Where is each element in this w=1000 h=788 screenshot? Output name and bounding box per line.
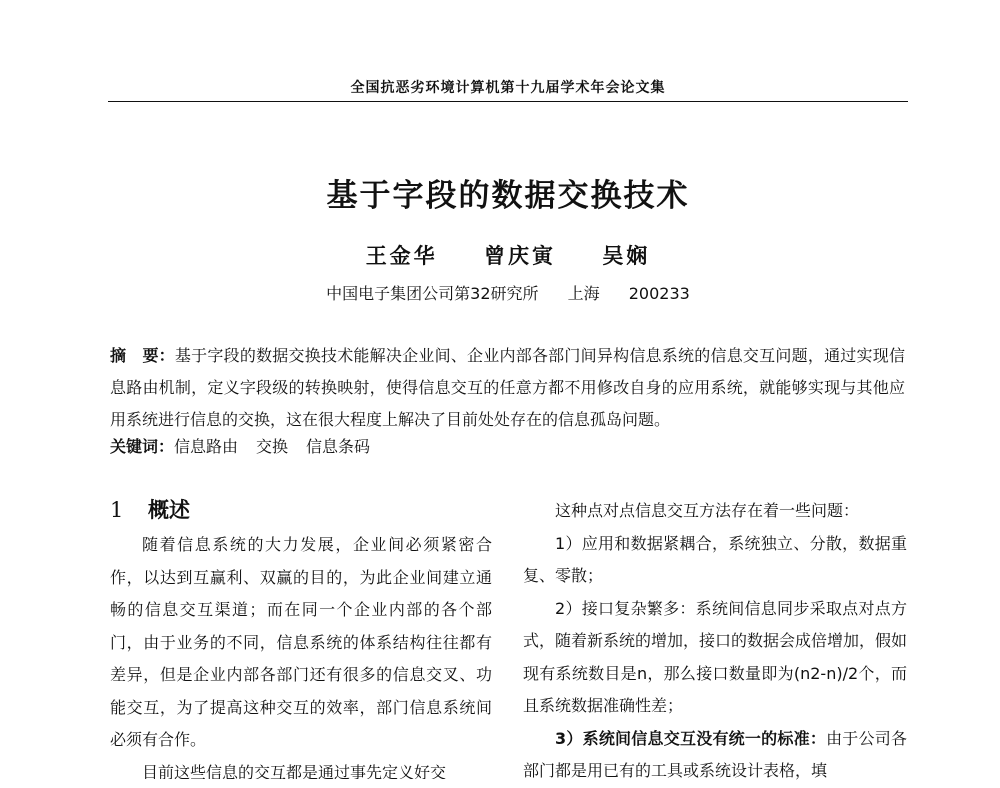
abstract-text: 基于字段的数据交换技术能解决企业间、企业内部各部门间异构信息系统的信息交互问题，通过实现信息路由机制，定义字段级的转换映射，使得信息交互的任意方都不用修改自身的应用系统，就能够实现与其他应用系统进行信息的交换，这在很大程度上解决了目前处处存在的信息孤岛问题。 <box>110 346 905 429</box>
affiliation-postcode: 200233 <box>628 284 690 303</box>
running-header: 全国抗恶劣环境计算机第十九届学术年会论文集 <box>350 80 666 96</box>
section-heading <box>110 495 492 525</box>
abstract <box>110 340 905 436</box>
issue-label: 3）系统间信息交互没有统一的标准： <box>555 728 827 748</box>
keyword: 信息条码 <box>306 437 371 456</box>
issue-text: 由于公司各部门都是用已有的工具或系统设计表格，填 <box>523 728 907 780</box>
affiliation-org: 中国电子集团公司第32研究所 <box>326 284 539 303</box>
section-title: 概述 <box>148 497 190 522</box>
list-item <box>523 723 907 788</box>
author-list <box>108 240 908 270</box>
affiliation <box>108 281 908 304</box>
list-item: 2）接口复杂繁多：系统间信息同步采取点对点方式，随着新系统的增加，接口的数据会成倍增加，假如现有系统数目是n，那么接口数量即为(n2-n)/2个，而且系统数据准确性差； <box>523 598 908 715</box>
abstract-label: 摘 要： <box>110 346 175 365</box>
keyword: 信息路由 <box>174 437 239 456</box>
author: 曾庆寅 <box>484 243 556 268</box>
paragraph: 随着信息系统的大力发展，企业间必须紧密合作，以达到互赢利、双赢的目的，为此企业间建立通畅的信息交互渠道；而在同一个企业内部的各个部门，由于业务的不同，信息系统的体系结构往往都有差异，但是企业内部各部门还有很多的信息交叉、功能交互，为了提高这种交互的效率，部门信息系统间必须有合作。 <box>110 535 492 749</box>
section-number: 1 <box>110 498 124 522</box>
author: 吴娴 <box>602 243 651 268</box>
paragraph: 这种点对点信息交互方法存在着一些问题： <box>555 501 860 520</box>
keywords <box>110 433 905 461</box>
right-column <box>523 495 907 788</box>
paper-title: 基于字段的数据交换技术 <box>326 178 690 214</box>
keywords-label: 关键词： <box>110 437 175 456</box>
author: 王金华 <box>365 243 438 268</box>
list-item: 1）应用和数据紧耦合，系统独立、分散，数据重复、零散； <box>523 533 907 585</box>
keyword: 交换 <box>256 437 289 456</box>
affiliation-city: 上海 <box>567 284 600 303</box>
left-column <box>110 495 492 779</box>
header-rule <box>108 101 908 102</box>
paragraph-partial: 目前这些信息的交互都是通过事先定义好交 <box>142 762 447 779</box>
